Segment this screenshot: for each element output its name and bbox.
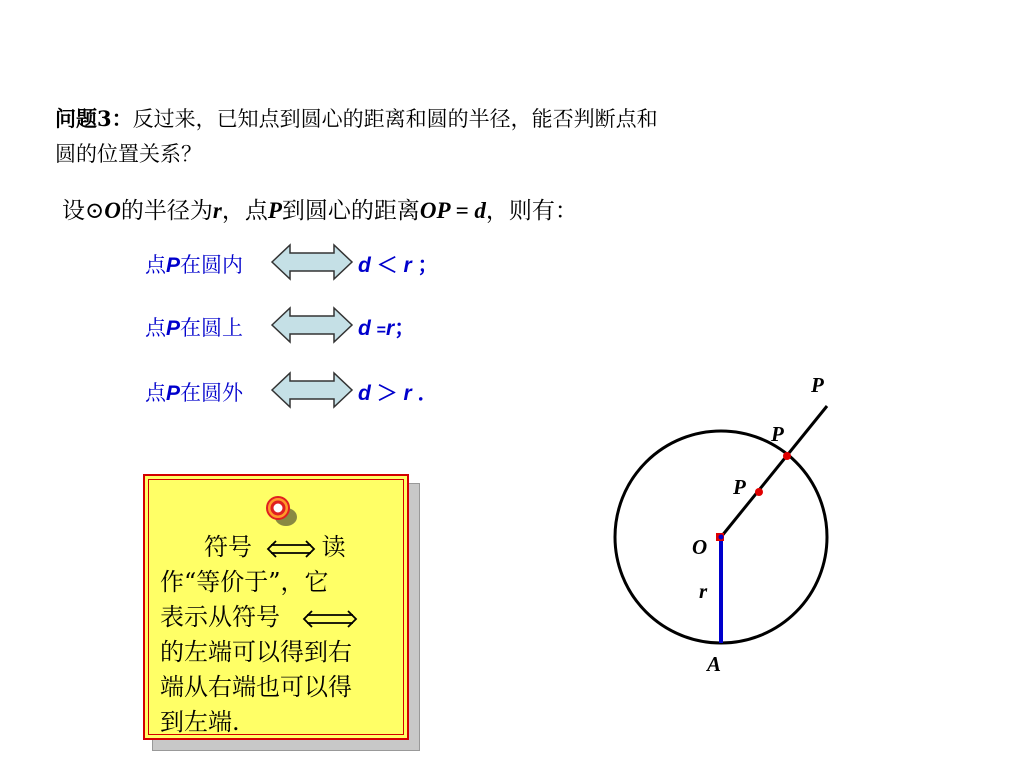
setup-text-3: ，点 [221, 198, 268, 224]
setup-r: r [212, 198, 222, 223]
cond-d: d [358, 254, 371, 277]
setup-op: OP = d [419, 198, 486, 223]
cond-r: r [403, 382, 412, 405]
setup-text-5: ，则有： [485, 198, 578, 224]
note-line-2: 作“等价于”，它 [160, 568, 329, 596]
cond-op: = [376, 322, 387, 339]
setup-text-2: 的半径为 [120, 198, 213, 224]
relation-point: P [166, 317, 181, 340]
relation-suffix: 在圆内 [180, 254, 244, 277]
setup-p: P [267, 198, 282, 223]
cond-d: d [358, 317, 371, 340]
question-line-2: 圆的位置关系？ [55, 142, 202, 166]
label-p-outer: P [811, 373, 824, 397]
cond-end: ； [394, 317, 416, 340]
relation-prefix: 点 [145, 317, 166, 340]
label-o: O [692, 535, 708, 559]
note-line-6: 到左端. [160, 708, 240, 736]
relation-suffix: 在圆外 [180, 382, 244, 405]
cond-r: r [386, 317, 395, 340]
relation-point: P [166, 254, 181, 277]
label-p-inner: P [733, 475, 746, 499]
relation-point: P [166, 382, 181, 405]
note-line-3-text: 表示从符号 [160, 603, 280, 631]
note-line-5: 端从右端也可以得 [160, 673, 352, 701]
relation-prefix: 点 [145, 382, 166, 405]
center-dot [719, 535, 724, 540]
cond-r: r [403, 254, 412, 277]
note-line-1a: 符号 [204, 533, 252, 561]
cond-end: ． [417, 382, 439, 405]
label-p-on: P [771, 422, 784, 446]
cond-op: ＜ [376, 254, 398, 277]
point-inside [755, 488, 763, 496]
cond-op: ＞ [376, 382, 398, 405]
setup-text-4: 到圆心的距离 [281, 198, 420, 224]
cond-end: ； [417, 254, 439, 277]
setup-text-1: 设⊙ [62, 198, 105, 224]
note-line-4: 的左端可以得到右 [160, 638, 352, 666]
label-r: r [699, 579, 708, 603]
cond-d: d [358, 382, 371, 405]
question-text-1: 反过来，已知点到圆心的距离和圆的半径，能否判断点和 [132, 107, 658, 131]
setup-o: O [104, 198, 121, 223]
relation-prefix: 点 [145, 254, 166, 277]
question-label: 问题3： [55, 106, 133, 131]
label-a: A [707, 652, 722, 676]
relation-suffix: 在圆上 [180, 317, 244, 340]
note-line-1b: 读 [321, 533, 346, 561]
point-on-circle [783, 452, 791, 460]
